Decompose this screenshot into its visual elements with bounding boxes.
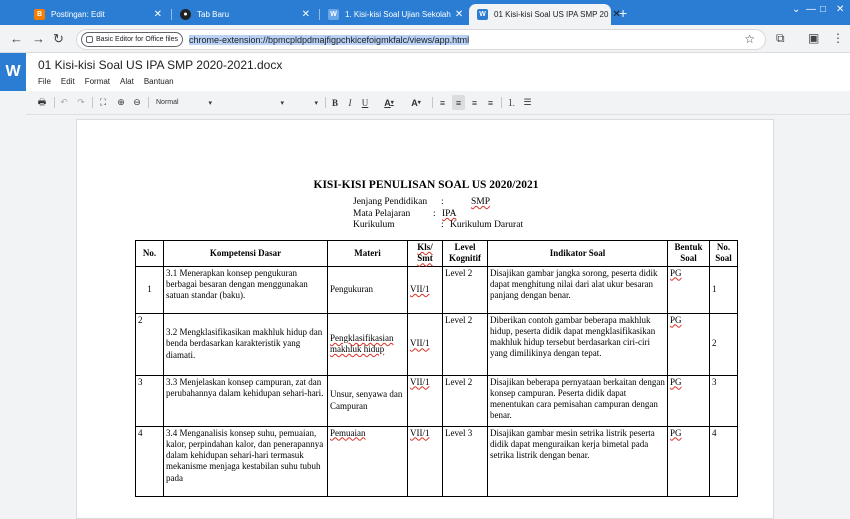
cell-indikator: Diberikan contoh gambar beberapa makhluk hidup, peserta didik dapat mengklasifikasikan makhluk hidup tersebut berdasarkan ciri-ciri yang dimilikinya dengan tepat.: [488, 313, 668, 375]
style-select[interactable]: [153, 95, 215, 110]
tab-title: 01 Kisi-kisi Soal US IPA SMP 20: [494, 10, 609, 19]
toolbar-divider: [148, 97, 149, 108]
cell-indikator: Disajikan gambar jangka sorong, peserta didik dapat menghitung nilai dari alat ukur besaran panjang dengan benar.: [488, 266, 668, 313]
document-canvas: [0, 115, 850, 483]
column-header: Materi: [328, 241, 408, 267]
tab-title: Postingan: Edit: [51, 10, 105, 19]
cell-kd: [164, 266, 328, 313]
word-icon: W: [328, 9, 339, 20]
cell-indikator: Disajikan gambar mesin setrika listrik peserta didik dapat menguraikan kerja bimetal pada setrika listrik dengan benar.: [488, 426, 668, 496]
font-color-button[interactable]: A ▾: [384, 97, 394, 108]
kisi-kisi-table: [135, 240, 738, 497]
font-family-select[interactable]: [219, 95, 287, 110]
cell-no: 1: [136, 266, 164, 313]
cell-no: 2: [136, 313, 164, 375]
column-header: Indikator Soal: [488, 241, 668, 267]
chevron-down-icon: ▾: [280, 99, 284, 107]
chrome-icon: ●: [180, 9, 191, 20]
close-icon[interactable]: ✕: [301, 9, 310, 20]
table-row: [136, 313, 738, 375]
meta-separator: :: [433, 209, 436, 219]
extension-chip[interactable]: [81, 32, 183, 47]
cell-level: Level 2: [443, 266, 488, 313]
cell-materi: Pemuaian: [328, 426, 408, 496]
cell-no: 4: [136, 426, 164, 496]
align-justify-icon[interactable]: ≡: [487, 97, 494, 108]
address-bar-row: [0, 25, 850, 53]
cell-indikator: Disajikan beberapa pernyataan berkaitan dengan konsep campuran. Peserta didik dapat menentukan cara pemisahan campuran dengan benar.: [488, 375, 668, 426]
bold-button[interactable]: B: [331, 97, 338, 108]
reload-icon[interactable]: ↻: [53, 31, 64, 46]
cell-nosoal: 2: [710, 313, 738, 375]
word-logo: W: [0, 53, 26, 91]
cell-kls: VII/1: [408, 375, 443, 426]
underline-button[interactable]: U: [361, 97, 369, 108]
kd-text: Mengklasifikasikan makhluk hidup dan benda berdasarkan karakteristik yang diamati.: [166, 327, 323, 360]
font-color-icon: A: [384, 97, 391, 108]
cell-bentuk: PG: [668, 375, 710, 426]
close-window-icon[interactable]: ✕: [836, 4, 845, 15]
blogger-icon: B: [34, 9, 45, 20]
menu-bar: [38, 77, 174, 86]
kd-number: 3.1: [166, 267, 178, 278]
document-heading: KISI-KISI PENULISAN SOAL US 2020/2021: [313, 179, 539, 191]
meta-value: Kurikulum Darurat: [450, 220, 524, 230]
cell-kls: VII/1: [408, 313, 443, 375]
meta-label: Mata Pelajaran: [353, 209, 411, 219]
menu-file[interactable]: File: [38, 77, 51, 86]
table-header-row: [136, 241, 738, 267]
cell-kd: [164, 313, 328, 375]
toolbar-divider: [501, 97, 502, 108]
word-icon: W: [477, 9, 488, 20]
kd-number: 3.3: [166, 376, 178, 387]
kd-number: 3.2: [166, 327, 178, 338]
highlight-icon: A: [411, 97, 418, 108]
cell-level: Level 2: [443, 313, 488, 375]
kd-text: Menjelaskan konsep campuran, zat dan perubahannya dalam kehidupan sehari-hari.: [166, 376, 324, 398]
cell-kls: VII/1: [408, 266, 443, 313]
cell-no: 3: [136, 375, 164, 426]
chevron-down-icon: ▾: [314, 99, 318, 107]
omnibox[interactable]: [76, 29, 766, 50]
italic-button[interactable]: I: [348, 97, 352, 108]
close-icon[interactable]: ✕: [454, 9, 464, 20]
tab-title: Tab Baru: [197, 10, 230, 19]
kd-text: Menerapkan konsep pengukuran berbagai besaran dengan menggunakan satuan standar (baku).: [166, 267, 308, 300]
url-text[interactable]: chrome-extension://bpmcpldpdmajfigpchkicefoigmkfalc/views/app.html: [188, 34, 470, 45]
meta-label: Jenjang Pendidikan: [353, 197, 428, 207]
print-icon[interactable]: 🖶: [37, 96, 47, 107]
table-row: [136, 266, 738, 313]
meta-value: SMP: [471, 197, 491, 207]
meta-separator: :: [441, 197, 444, 207]
meta-label: Kurikulum: [353, 220, 395, 230]
zoom-in-icon[interactable]: ⊕: [117, 97, 125, 107]
extension-chip-label: Basic Editor for Office files: [96, 36, 178, 43]
cell-nosoal: 3: [710, 375, 738, 426]
toolbar-divider: [325, 97, 326, 108]
cell-kd: [164, 375, 328, 426]
chevron-down-icon: ▾: [208, 99, 212, 107]
formatting-toolbar: [26, 91, 850, 115]
extensions-icon[interactable]: ⧉: [776, 31, 785, 45]
close-icon[interactable]: ✕: [153, 9, 162, 20]
undo-icon[interactable]: ↶: [60, 97, 68, 107]
meta-separator: :: [441, 220, 444, 230]
menu-edit[interactable]: Edit: [60, 77, 75, 86]
table-row: [136, 375, 738, 426]
browser-tab[interactable]: [172, 4, 318, 25]
bookmark-star-icon[interactable]: ☆: [744, 32, 755, 46]
app-header: [0, 53, 850, 91]
close-icon[interactable]: ✕: [612, 9, 621, 20]
browser-tab[interactable]: [26, 4, 170, 25]
document-title[interactable]: 01 Kisi-kisi Soal US IPA SMP 2020-2021.docx: [38, 58, 283, 72]
meta-value: IPA: [442, 209, 457, 219]
cell-bentuk: PG: [668, 426, 710, 496]
tab-strip: [0, 0, 850, 25]
tab-title: 1. Kisi-kisi Soal Ujian Sekolah: [345, 10, 451, 19]
back-icon[interactable]: ←: [10, 31, 23, 46]
cell-bentuk: PG: [668, 266, 710, 313]
menu-format[interactable]: Format: [84, 77, 111, 86]
cell-kls: VII/1: [408, 426, 443, 496]
cell-level: Level 2: [443, 375, 488, 426]
cell-bentuk: PG: [668, 313, 710, 375]
numbered-list-icon[interactable]: ⒈: [506, 98, 516, 108]
cell-nosoal: 4: [710, 426, 738, 496]
document-page[interactable]: [76, 119, 774, 519]
column-header: Bentuk Soal: [668, 241, 710, 267]
table-row: [136, 426, 738, 496]
menu-bantuan[interactable]: Bantuan: [143, 77, 174, 86]
column-header: No. Soal: [710, 241, 738, 267]
redo-icon[interactable]: ↷: [77, 97, 85, 107]
cell-level: Level 3: [443, 426, 488, 496]
cell-kd: [164, 426, 328, 496]
menu-alat[interactable]: Alat: [120, 77, 134, 86]
highlight-color-button[interactable]: A ▾: [411, 97, 421, 108]
toolbar-divider: [92, 97, 93, 108]
cell-nosoal: 1: [710, 266, 738, 313]
toolbar-divider: [54, 97, 55, 108]
align-left-icon[interactable]: ≡: [439, 97, 446, 108]
style-select-value: Normal: [156, 99, 179, 106]
kd-text: Menganalisis konsep suhu, pemuaian, kalor, perpindahan kalor, dan penerapannya dalam kehidupan sehari-hari termasuk mekanisme menjaga kestabilan suhu tubuh pada: [166, 427, 324, 483]
column-header: No.: [136, 241, 164, 267]
browser-tab[interactable]: [320, 4, 466, 25]
font-size-select[interactable]: [291, 95, 321, 110]
fit-page-icon[interactable]: ⛶: [99, 97, 107, 107]
kd-number: 3.4: [166, 427, 178, 438]
new-tab-icon[interactable]: +: [619, 5, 628, 21]
column-header: Level Kognitif: [443, 241, 488, 267]
forward-icon[interactable]: →: [32, 31, 45, 46]
cell-materi: Pengklasifikasian makhluk hidup: [328, 313, 408, 375]
tab-search-icon[interactable]: ⌄: [792, 4, 801, 15]
minimize-icon[interactable]: —: [806, 4, 816, 15]
zoom-out-icon[interactable]: ⊖: [133, 97, 141, 107]
column-header: Kompetensi Dasar: [164, 241, 328, 267]
column-header: Kls/ Smt: [408, 241, 443, 267]
extension-icon: [86, 36, 93, 43]
menu-kebab-icon[interactable]: ⋮: [832, 31, 844, 45]
bulleted-list-icon[interactable]: ☰: [523, 97, 532, 107]
align-right-icon[interactable]: ≡: [471, 97, 478, 108]
align-center-icon[interactable]: ≡: [452, 95, 465, 110]
browser-tab-active[interactable]: [469, 4, 621, 25]
side-panel-icon[interactable]: ▣: [808, 31, 820, 45]
cell-materi: Unsur, senyawa dan Campuran: [328, 375, 408, 426]
toolbar-divider: [432, 97, 433, 108]
cell-materi: Pengukuran: [328, 266, 408, 313]
maximize-icon[interactable]: □: [820, 4, 827, 15]
